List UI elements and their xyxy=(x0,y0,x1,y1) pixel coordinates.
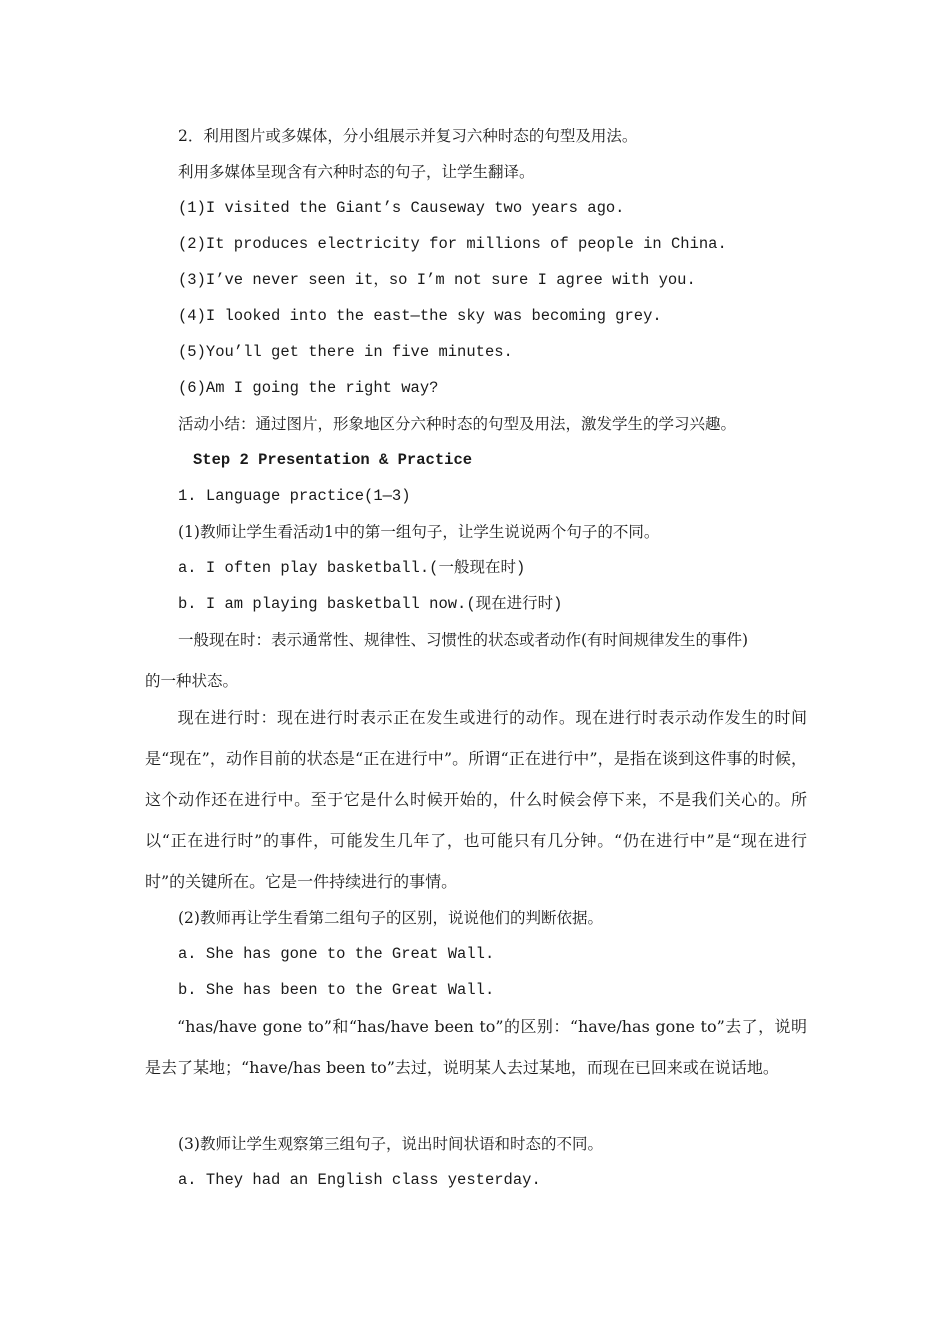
example-sentence-2: (2)It produces electricity for millions of people in China. xyxy=(178,235,727,253)
example-sentence-1: (1)I visited the Giant’s Causeway two years ago. xyxy=(178,199,625,217)
sentence-a: a. I often play basketball.(一般现在时) xyxy=(178,559,526,577)
practice-step-2: (2)教师再让学生看第二组句子的区别，说说他们的判断依据。 xyxy=(178,909,603,927)
example-sentence-5: (5)You’ll get there in five minutes. xyxy=(178,343,513,361)
example-sentence-3: (3)I’ve never seen it，so I’m not sure I agree with you. xyxy=(178,271,696,289)
activity-summary: 活动小结：通过图片，形象地区分六种时态的句型及用法，激发学生的学习兴趣。 xyxy=(178,415,737,433)
language-practice-item: 1. Language practice(1—3) xyxy=(178,487,411,505)
gone-been-text: “has/have gone to”和“has/have been to”的区别：“have/has gone to”去了，说明是去了某地；“have/has been to”去过，说明某人去过某地，而现在已回来或在说话地。 xyxy=(145,1017,807,1077)
gone-been-paragraph xyxy=(145,1006,807,1088)
sentence-a-yesterday: a. They had an English class yesterday. xyxy=(178,1171,541,1189)
example-sentence-4: (4)I looked into the east—the sky was becoming grey. xyxy=(178,307,662,325)
example-sentence-6: (6)Am I going the right way? xyxy=(178,379,439,397)
present-continuous-paragraph xyxy=(145,697,807,902)
present-continuous-text: 现在进行时：现在进行时表示正在发生或进行的动作。现在进行时表示动作发生的时间是“现在”，动作目前的状态是“正在进行中”。所谓“正在进行中”，是指在谈到这件事的时候，这个动作还在进行中。至于它是什么时候开始的，什么时候会停下来，不是我们关心的。所以“正在进行时”的事件，可能发生几年了，也可能只有几分钟。“仍在进行中”是“现在进行时”的关键所在。它是一件持续进行的事情。 xyxy=(145,708,807,891)
step-heading: Step 2 Presentation & Practice xyxy=(193,451,473,469)
practice-step-3: (3)教师让学生观察第三组句子，说出时间状语和时态的不同。 xyxy=(178,1135,603,1153)
instruction-line: 利用多媒体呈现含有六种时态的句子，让学生翻译。 xyxy=(178,163,535,181)
simple-present-definition: 一般现在时：表示通常性、规律性、习惯性的状态或者动作(有时间规律发生的事件) xyxy=(178,631,749,649)
practice-step-1: (1)教师让学生看活动1中的第一组句子，让学生说说两个句子的不同。 xyxy=(178,523,660,541)
sentence-b-been: b. She has been to the Great Wall. xyxy=(178,981,495,999)
sentence-b: b. I am playing basketball now.(现在进行时) xyxy=(178,595,563,613)
sentence-a-gone: a. She has gone to the Great Wall. xyxy=(178,945,495,963)
simple-present-definition-cont: 的一种状态。 xyxy=(145,672,239,690)
step-item-2: 2．利用图片或多媒体，分小组展示并复习六种时态的句型及用法。 xyxy=(178,127,638,145)
